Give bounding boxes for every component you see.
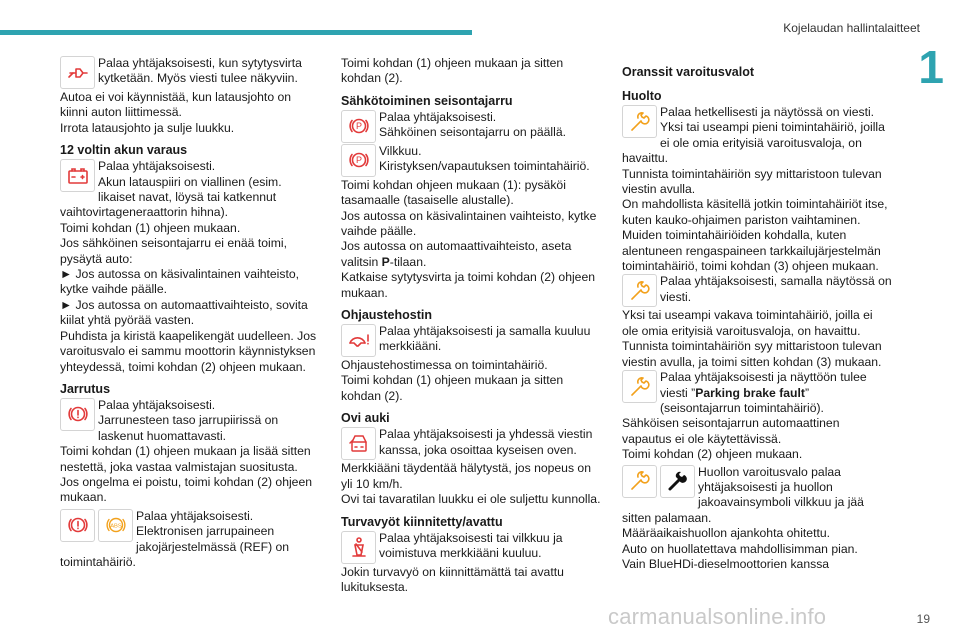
steering-line-2: Ohjaustehostimessa on toimintahäiriö. [341, 358, 548, 373]
service-line-11: Huollon varoitusvalo palaa yhtäjaksoisesti ja huollon jakoavainsymboli vilkkuu ja jää sitten palamaan. [622, 464, 864, 525]
service-line-8b: ” (seisontajarrun toimintahäiriö). [660, 385, 824, 415]
battery-line-6: ► Jos autossa on automaattivaihteisto, sovita kiilat yhtä pyörää vasten. [60, 297, 308, 328]
service-line-3: On mahdollista käsitellä jotkin toimintahäiriöt itse, kuten kauko-ohjaimen pariston vaihtaminen. [622, 197, 888, 227]
service-line-6: Yksi tai useampi vakava toimintahäiriö, joilla ei ole omia erityisiä varoitusvaloja, on havaittu. [622, 308, 873, 338]
chapter-number: 1 [918, 41, 944, 93]
orange-lights-heading: Oranssit varoitusvalot [622, 65, 754, 79]
seatbelt-line-1: Palaa yhtäjaksoisesti tai vilkkuu ja voimistuva merkkiääni kuuluu. [379, 530, 563, 560]
door-heading: Ovi auki [341, 411, 390, 426]
battery-icon [60, 159, 95, 192]
epb-line-7 [341, 239, 603, 270]
charging-plug-icon [60, 56, 95, 89]
door-line-3: Ovi tai tavaratilan luukku ei ole suljettu kunnolla. [341, 492, 601, 507]
door-line-2: Merkkiääni täydentää hälytystä, jos nopeus on yli 10 km/h. [341, 461, 591, 491]
seatbelt-block [341, 531, 603, 565]
epb-block-1 [341, 110, 603, 144]
steering-line-3: Toimi kohdan (1) ohjeen mukaan ja sitten kohdan (2). [341, 373, 564, 403]
parking-brake-icon [341, 110, 376, 143]
door-open-icon [341, 427, 376, 460]
service-line-10: Toimi kohdan (2) ohjeen mukaan. [622, 447, 803, 462]
page-header-title: Kojelaudan hallintalaitteet [783, 21, 920, 35]
wrench-icon [622, 274, 657, 307]
service-line-8a: Palaa yhtäjaksoisesti ja näyttöön tulee viesti ” [660, 370, 867, 400]
brakes-block [60, 398, 322, 444]
brakes-line-1: Palaa yhtäjaksoisesti. [98, 397, 216, 412]
battery-line-3: Toimi kohdan (1) ohjeen mukaan. [60, 220, 241, 235]
wrench-filled-icon [660, 465, 695, 498]
brakes-ref-line-1: Palaa yhtäjaksoisesti. [136, 508, 254, 523]
service-block-4 [622, 465, 892, 527]
column-1 [60, 56, 322, 570]
col2-top-text: Toimi kohdan (1) ohjeen mukaan ja sitten kohdan (2). [341, 56, 564, 86]
steering-line-1: Palaa yhtäjaksoisesti ja samalla kuuluu merkkiääni. [379, 324, 591, 354]
service-line-2: Tunnista toimintahäiriön syy mittaristoon tulevan viestin avulla. [622, 166, 882, 197]
charging-text-2: Autoa ei voi käynnistää, kun latausjohto on kiinni auton liittimessä. [60, 90, 292, 120]
charging-text-3: Irrota latausjohto ja sulje luukku. [60, 120, 235, 135]
brake-circle-icon [60, 509, 95, 542]
service-block-3 [622, 370, 892, 416]
epb-block-2 [341, 144, 603, 178]
brakes-line-3: Toimi kohdan (1) ohjeen mukaan ja lisää sitten nestettä, joka vastaa valmistajan suositusta. [60, 444, 311, 474]
epb-line-7a: Jos autossa on automaattivaihteisto, aseta valitsin [341, 239, 572, 269]
brakes-ref-line-2: Elektronisen jarrupaineen jakojärjestelmässä (REF) on toimintahäiriö. [60, 524, 290, 569]
wrench-icon [622, 370, 657, 403]
battery-line-2: Akun latauspiiri on viallinen (esim. likaiset navat, löysä tai katkennut vaihtovirtageneraattorin hihna). [60, 174, 282, 220]
parking-brake-letter: P [355, 121, 362, 132]
service-block-1 [622, 105, 892, 167]
epb-line-7b: -tilaan. [389, 254, 427, 269]
page-number: 19 [916, 612, 930, 626]
brakes-line-4: Jos ongelma ei poistu, toimi kohdan (2) ohjeen mukaan. [60, 474, 313, 505]
service-line-9: Sähköisen seisontajarrun automaattinen vapautus ei ole käytettävissä. [622, 416, 840, 446]
battery-line-4: Jos sähköinen seisontajarru ei enää toimi, pysäytä auto: [60, 236, 287, 266]
service-block-2 [622, 274, 892, 308]
abs-icon-label: ABS [109, 523, 122, 530]
battery-line-5: ► Jos autossa on käsivalintainen vaihteisto, kytke vaihde päälle. [60, 267, 300, 297]
brakes-heading: Jarrutus [60, 381, 111, 396]
battery-heading: 12 voltin akun varaus [60, 143, 188, 158]
epb-heading: Sähkötoiminen seisontajarru [341, 93, 513, 108]
watermark: carmanualsonline.info [608, 604, 827, 629]
battery-line-1: Palaa yhtäjaksoisesti. [98, 159, 216, 174]
seatbelt-heading: Turvavyöt kiinnitetty/avattu [341, 514, 503, 529]
service-line-1: Palaa hetkellisesti ja näytössä on viesti. Yksi tai useampi pieni toimintahäiriö, joilla ei ole omia erityisiä varoitusvaloja, on havaittu. [622, 105, 885, 166]
wrench-icon [622, 105, 657, 138]
epb-line-6: Jos autossa on käsivalintainen vaihteisto, kytke vaihde päälle. [341, 208, 597, 239]
wrench-icon [622, 465, 657, 498]
steering-warning-icon [341, 324, 376, 357]
door-block [341, 427, 603, 461]
header-accent-bar [0, 30, 472, 35]
service-line-4: Muiden toimintahäiriöiden kohdalla, kuten alentuneen rengaspaineen tarkkailujärjestelmän toimintahäiriö, toimi kohdan (3) ohjeen mukaan. [622, 228, 881, 274]
charging-text-1: Palaa yhtäjaksoisesti, kun sytytysvirta kytketään. Myös viesti tulee näkyviin. [98, 56, 302, 86]
battery-block [60, 159, 322, 221]
steering-heading: Ohjaustehostin [341, 308, 432, 323]
epb-line-8: Katkaise sytytysvirta ja toimi kohdan (2) ohjeen mukaan. [341, 270, 596, 300]
epb-line-1: Palaa yhtäjaksoisesti. [379, 109, 497, 124]
epb-line-5: Toimi kohdan ohjeen mukaan (1): pysäköi tasamaalle (tasaiselle alustalle). [341, 177, 566, 208]
brake-circle-icon [60, 398, 95, 431]
service-line-5: Palaa yhtäjaksoisesti, samalla näytössä on viesti. [660, 274, 892, 304]
service-line-8 [622, 370, 892, 416]
seatbelt-line-2: Jokin turvavyö on kiinnittämättä tai avattu lukituksesta. [341, 564, 564, 594]
brakes-ref-block [60, 509, 322, 571]
epb-line-2: Sähköinen seisontajarru on päällä. [379, 125, 567, 140]
steering-block [341, 324, 603, 358]
charging-block [60, 56, 322, 90]
brakes-line-2: Jarrunesteen taso jarrupiirissä on laskenut huomattavasti. [98, 413, 279, 443]
service-heading: Huolto [622, 89, 662, 103]
abs-icon [98, 509, 133, 542]
service-line-7: Tunnista toimintahäiriön syy mittaristoon tulevan viestin avulla, ja toimi sitten kohdan (3) mukaan. [622, 339, 882, 369]
service-line-14: Vain BlueHDi-dieselmoottorien kanssa [622, 556, 830, 571]
service-line-12: Määräaikaishuollon ajankohta ohitettu. [622, 526, 831, 541]
parking-brake-fault-label: Parking brake fault [695, 385, 805, 400]
door-line-1: Palaa yhtäjaksoisesti ja yhdessä viestin kanssa, joka osoittaa kyseisen oven. [379, 427, 593, 457]
epb-line-3: Vilkkuu. [379, 143, 422, 158]
epb-gear-p: P [381, 254, 390, 269]
parking-brake-letter: P [355, 155, 362, 166]
seatbelt-icon [341, 531, 376, 564]
service-line-13: Auto on huollatettava mahdollisimman pian. [622, 541, 858, 556]
battery-line-7: Puhdista ja kiristä kaapelikengät uudelleen. Jos varoitusvalo ei sammu moottorin käynnistyksen yhteydessä, toimi kohdan (2) ohjeen mukaan. [60, 328, 317, 374]
column-2 [341, 56, 603, 595]
epb-line-4: Kiristyksen/vapautuksen toimintahäiriö. [379, 159, 590, 174]
parking-brake-icon [341, 144, 376, 177]
column-3 [622, 56, 892, 572]
